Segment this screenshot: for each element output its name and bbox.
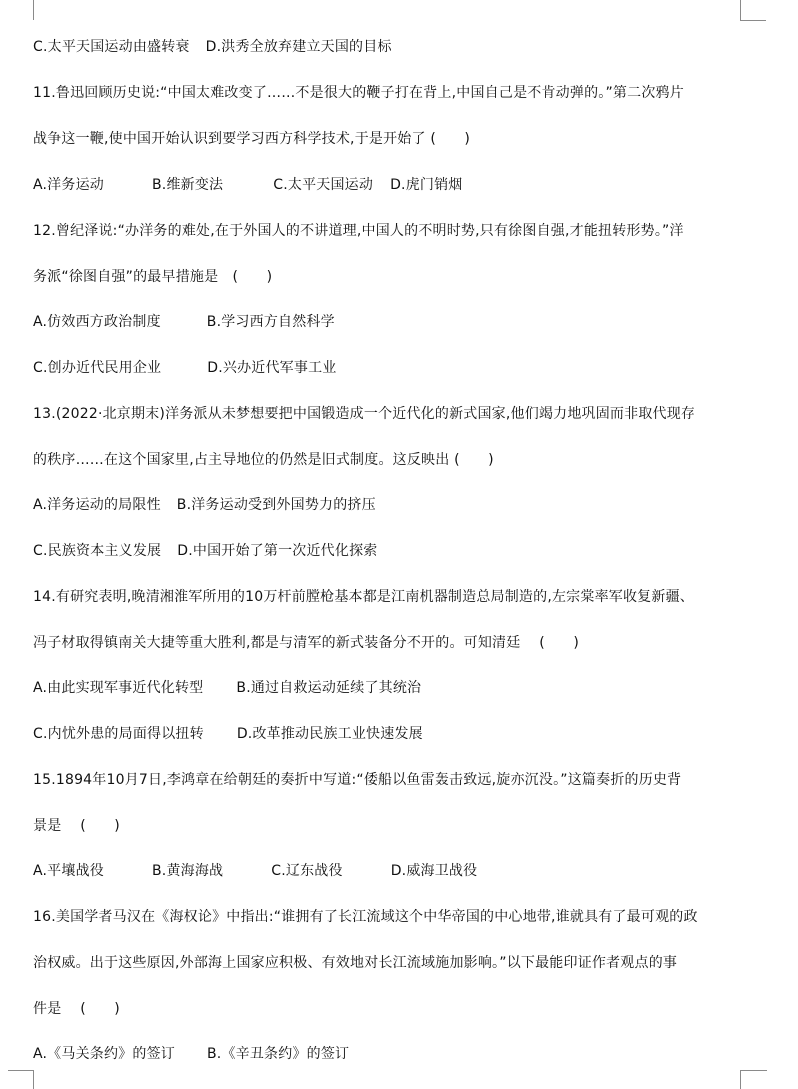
answer-option: B.黄海海战 xyxy=(151,863,224,879)
question-text-line: 件是 ( ) xyxy=(33,1001,120,1017)
question-text-line: 15.1894年10月7日,李鸿章在给朝廷的奏折中写道:“倭船以鱼雷轰击致远,旋亦沉没。”这篇奏折的历史背 xyxy=(33,772,682,788)
question-text-line: 治权威。出于这些原因,外部海上国家应积极、有效地对长江流域施加影响。”以下最能印证作者观点的事 xyxy=(33,955,678,971)
top-right-corner-mark-h xyxy=(740,20,766,21)
answer-option: A.洋务运动的局限性 xyxy=(33,497,161,513)
bottom-right-corner-mark-h xyxy=(741,1070,767,1071)
answer-option: B.通过自救运动延续了其统治 xyxy=(236,680,422,696)
answer-options-line xyxy=(33,862,477,880)
answer-option: C.创办近代民用企业 xyxy=(33,360,162,376)
bottom-left-corner-mark-h xyxy=(8,1070,33,1071)
question-text-line: 11.鲁迅回顾历史说:“中国太难改变了……不是很大的鞭子打在背上,中国自己是不肯动弹的。”第二次鸦片 xyxy=(33,85,684,101)
answer-option: A.由此实现军事近代化转型 xyxy=(33,680,204,696)
question-text-line: 战争这一鞭,使中国开始认识到要学习西方科学技术,于是开始了 ( ) xyxy=(33,131,471,147)
answer-option: C.太平天国运动由盛转衰 xyxy=(33,39,190,55)
answer-option: D.洪秀全放弃建立天国的目标 xyxy=(205,39,392,55)
question-text-line: 景是 ( ) xyxy=(33,818,120,834)
answer-option: A.洋务运动 xyxy=(33,177,104,193)
answer-option: B.维新变法 xyxy=(151,177,224,193)
answer-option: A.仿效西方政治制度 xyxy=(33,314,161,330)
answer-option: D.中国开始了第一次近代化探索 xyxy=(177,543,378,559)
answer-options-line xyxy=(33,496,376,514)
answer-options-line xyxy=(33,176,463,194)
answer-option: C.太平天国运动 xyxy=(273,177,374,193)
answer-options-line xyxy=(33,679,421,697)
answer-options-line xyxy=(33,359,336,377)
answer-options-line xyxy=(33,725,423,743)
answer-option: C.民族资本主义发展 xyxy=(33,543,162,559)
question-text-line: 16.美国学者马汉在《海权论》中指出:“谁拥有了长江流域这个中华帝国的中心地带,谁就具有了最可观的政 xyxy=(33,909,698,925)
answer-option: C.内忧外患的局面得以扭转 xyxy=(33,726,204,742)
answer-option: B.学习西方自然科学 xyxy=(206,314,335,330)
question-text-line: 13.(2022·北京期末)洋务派从未梦想要把中国锻造成一个近代化的新式国家,他们竭力地巩固而非取代现存 xyxy=(33,406,696,422)
answer-option: D.虎门销烟 xyxy=(390,177,463,193)
answer-options-line xyxy=(33,313,335,331)
answer-options-line xyxy=(33,1045,349,1063)
question-text-line: 的秩序……在这个国家里,占主导地位的仍然是旧式制度。这反映出 ( ) xyxy=(33,452,494,468)
question-text-line: 冯子材取得镇南关大捷等重大胜利,都是与清军的新式装备分不开的。可知清廷 ( ) xyxy=(33,635,580,651)
top-right-corner-mark xyxy=(740,0,741,20)
answer-option: D.改革推动民族工业快速发展 xyxy=(236,726,423,742)
answer-options-line xyxy=(33,542,377,560)
answer-option: A.《马关条约》的签订 xyxy=(33,1046,175,1062)
question-text-line: 务派“徐图自强”的最早措施是 ( ) xyxy=(33,269,273,285)
top-left-corner-mark xyxy=(33,0,34,20)
bottom-right-corner-mark xyxy=(740,1070,741,1089)
answer-options-line xyxy=(33,38,392,56)
answer-option: D.威海卫战役 xyxy=(390,863,478,879)
answer-option: D.兴办近代军事工业 xyxy=(207,360,337,376)
answer-option: B.洋务运动受到外国势力的挤压 xyxy=(176,497,376,513)
answer-option: B.《辛丑条约》的签订 xyxy=(206,1046,350,1062)
question-text-line: 12.曾纪泽说:“办洋务的难处,在于外国人的不讲道理,中国人的不明时势,只有徐图自强,才能扭转形势。”洋 xyxy=(33,223,684,239)
question-text-line: 14.有研究表明,晚清湘淮军所用的10万杆前膛枪基本都是江南机器制造总局制造的,左宗棠率军收复新疆、 xyxy=(33,589,694,605)
bottom-left-corner-mark xyxy=(33,1070,34,1089)
answer-option: C.辽东战役 xyxy=(271,863,343,879)
answer-option: A.平壤战役 xyxy=(33,863,104,879)
